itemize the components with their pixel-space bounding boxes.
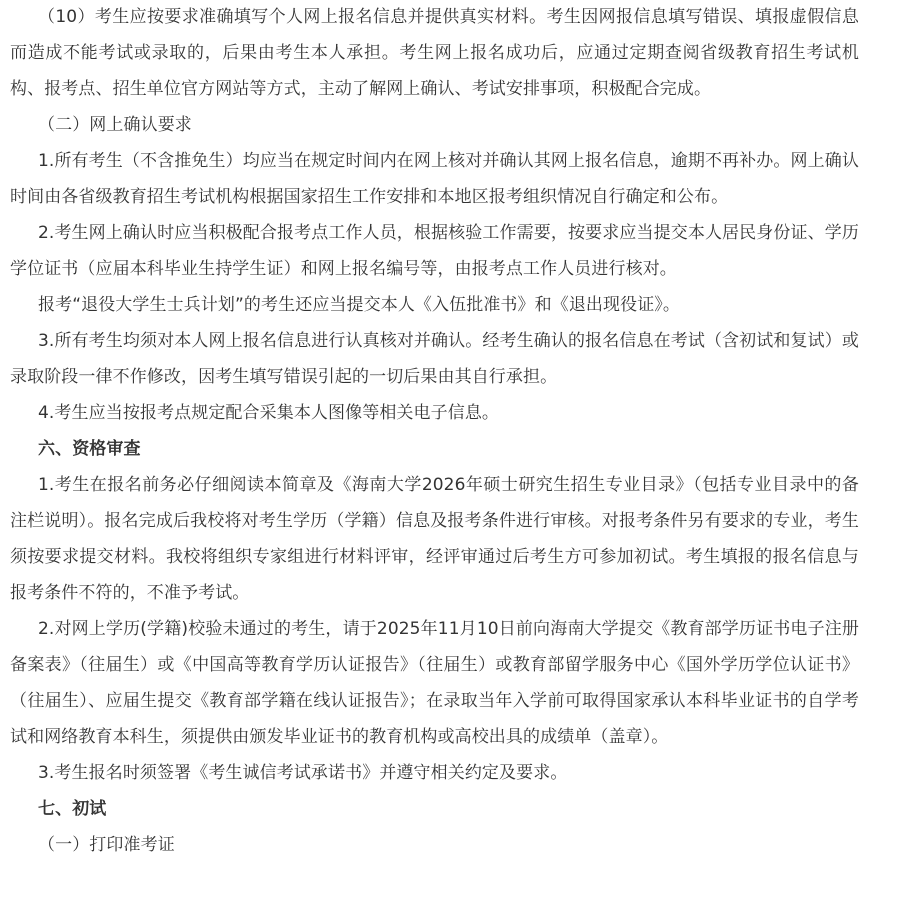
paragraph-veteran-plan: 报考“退役大学生士兵计划”的考生还应当提交本人《入伍批准书》和《退出现役证》。 — [38, 295, 681, 315]
paragraph-review-1: 1.考生在报名前务必仔细阅读本简章及《海南大学2026年硕士研究生招生专业目录》（包括专业目录中的备注栏说明）。报名完成后我校将对考生学历（学籍）信息及报考条件进行审核。对报考条件另有要求的专业，考生须按要求提交材料。我校将组织专家组进行材料评审，经评审通过后考生方可参加初试。考生填报的报名信息与报考条件不符的，不准予考试。 — [10, 475, 859, 603]
paragraph-review-3: 3.考生报名时须签署《考生诚信考试承诺书》并遵守相关约定及要求。 — [38, 763, 568, 783]
document-body — [10, 0, 859, 863]
paragraph-confirm-4: 4.考生应当按报考点规定配合采集本人图像等相关电子信息。 — [38, 403, 500, 423]
section-heading-qualification-review: 六、资格审查 — [38, 439, 141, 459]
paragraph-confirm-3: 3.所有考生均须对本人网上报名信息进行认真核对并确认。经考生确认的报名信息在考试（含初试和复试）或录取阶段一律不作修改，因考生填写错误引起的一切后果由其自行承担。 — [10, 331, 859, 387]
section-heading-preliminary-exam: 七、初试 — [38, 799, 107, 819]
paragraph-confirm-1: 1.所有考生（不含推免生）均应当在规定时间内在网上核对并确认其网上报名信息，逾期不再补办。网上确认时间由各省级教育招生考试机构根据国家招生工作安排和本地区报考组织情况自行确定和公布。 — [10, 151, 859, 207]
paragraph-review-2: 2.对网上学历(学籍)校验未通过的考生，请于2025年11月10日前向海南大学提交《教育部学历证书电子注册备案表》（往届生）或《中国高等教育学历认证报告》（往届生）或教育部留学服务中心《国外学历学位认证书》（往届生）、应届生提交《教育部学籍在线认证报告》；在录取当年入学前可取得国家承认本科毕业证书的自学考试和网络教育本科生，须提供由颁发毕业证书的教育机构或高校出具的成绩单（盖章）。 — [10, 619, 859, 747]
paragraph-10-accuracy: （10）考生应按要求准确填写个人网上报名信息并提供真实材料。考生因网报信息填写错误、填报虚假信息而造成不能考试或录取的，后果由考生本人承担。考生网上报名成功后，应通过定期查阅省级教育招生考试机构、报考点、招生单位官方网站等方式，主动了解网上确认、考试安排事项，积极配合完成。 — [10, 7, 859, 99]
subheading-online-confirmation: （二）网上确认要求 — [38, 115, 192, 135]
subheading-print-admission-ticket: （一）打印准考证 — [38, 835, 175, 855]
paragraph-confirm-2: 2.考生网上确认时应当积极配合报考点工作人员，根据核验工作需要，按要求应当提交本人居民身份证、学历学位证书（应届本科毕业生持学生证）和网上报名编号等，由报考点工作人员进行核对。 — [10, 223, 859, 279]
